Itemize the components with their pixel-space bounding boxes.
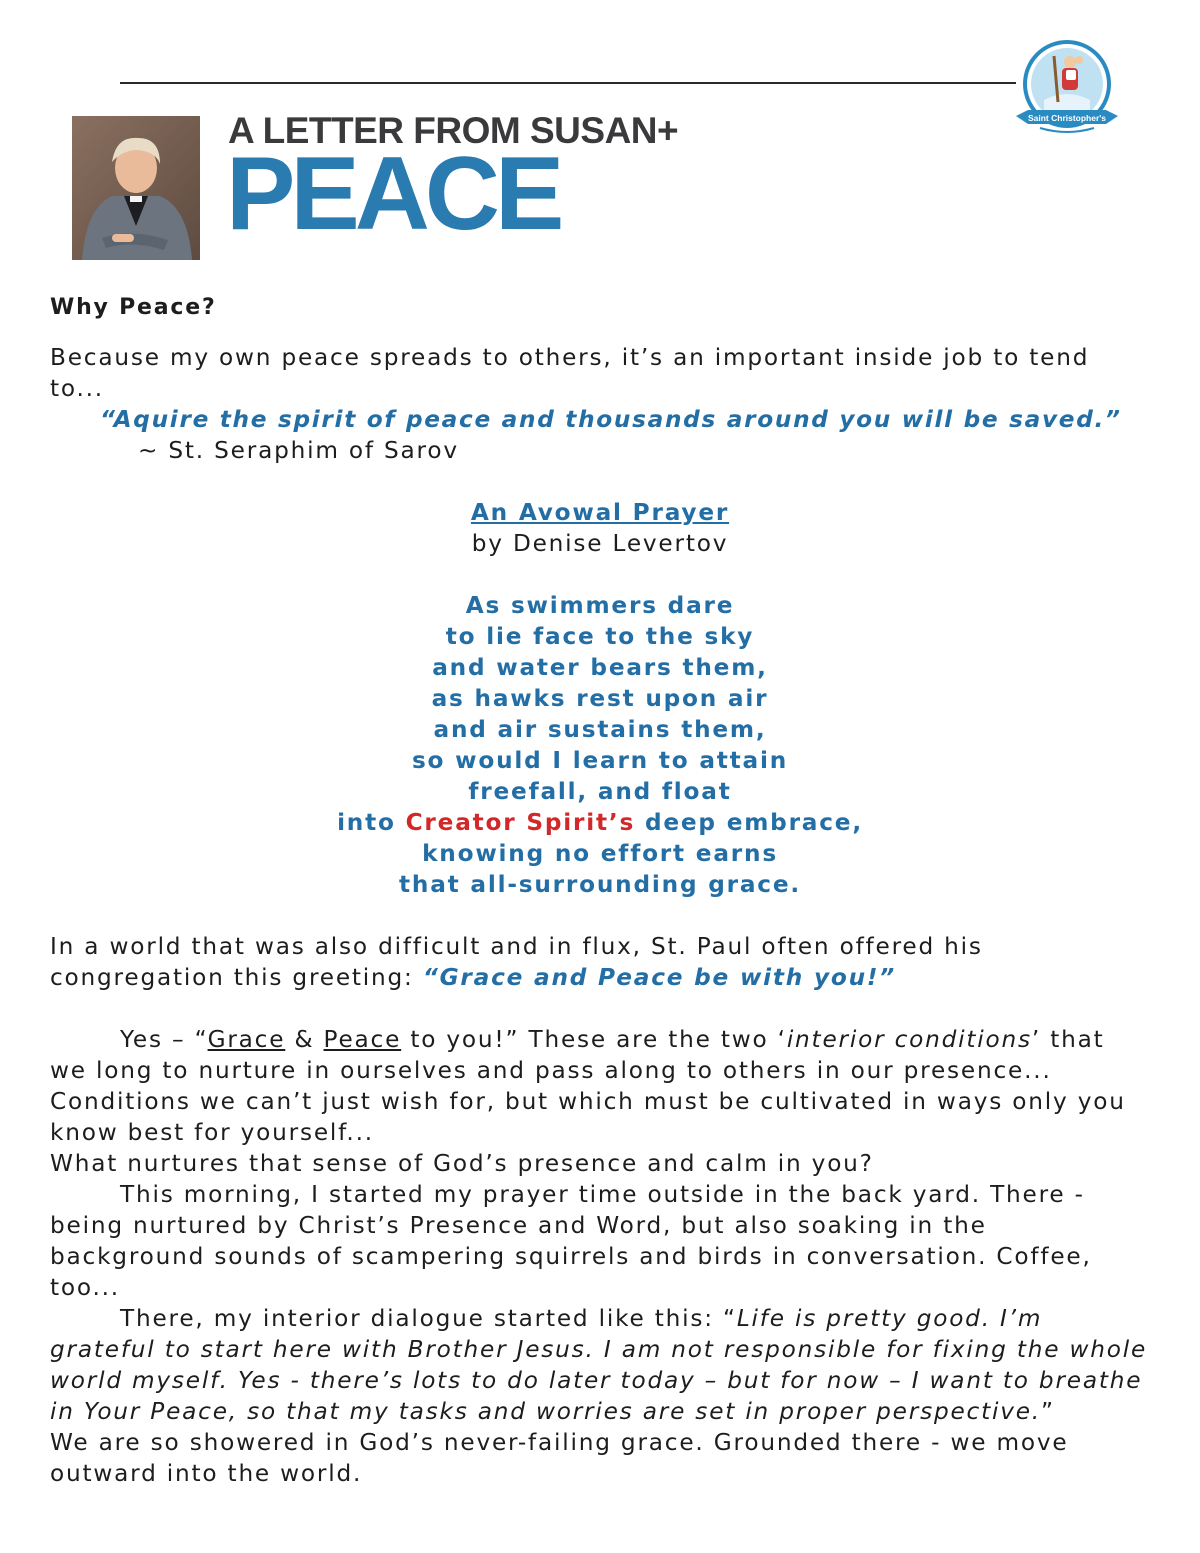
letter-title: A LETTER FROM SUSAN+	[228, 110, 679, 151]
creator-spirit-highlight: Creator Spirit’s	[405, 809, 636, 836]
poem-title-text: An Avowal Prayer	[470, 499, 730, 526]
poem-line: to lie face to the sky	[445, 623, 755, 650]
section-heading: Why Peace?	[50, 295, 217, 320]
author-photo	[72, 116, 200, 260]
peace-headline: PEACE	[226, 136, 560, 252]
poem-line: as hawks rest upon air	[431, 685, 769, 712]
letter-content	[50, 292, 1150, 1489]
peace-underlined: Peace	[323, 1026, 402, 1053]
poem-body	[50, 590, 1150, 900]
grace-peace-paragraph: Yes – “Grace & Peace to you!” These are the two ‘interior conditions’ that we long to nurture in ourselves and pass along to others in our presence... Conditions we can’t just wish for, but which must be cultivated in ways only you know best for yourself...	[50, 1026, 1126, 1146]
poem-line: and water bears them,	[432, 654, 768, 681]
poem-line: knowing no effort earns	[422, 840, 778, 867]
seraphim-quote: “Aquire the spirit of peace and thousands around you will be saved.”	[100, 406, 1122, 433]
poem-line: As swimmers dare	[465, 592, 735, 619]
interior-dialogue: Life is pretty good. I’m grateful to start here with Brother Jesus. I am not responsible for fixing the whole world myself. Yes - there’s lots to do later today – but for now – I want to breathe in Your Peace, so that my tasks and worries are set in proper perspective.	[50, 1305, 1148, 1425]
poem-line-creator-spirit: into Creator Spirit’s deep embrace,	[337, 809, 863, 836]
logo-text: Saint Christopher's	[1027, 113, 1107, 123]
closing-paragraph: We are so showered in God’s never-failing grace. Grounded there - we move outward into the world.	[50, 1429, 1069, 1487]
morning-paragraph: This morning, I started my prayer time outside in the back yard. There - being nurtured by Christ’s Presence and Word, but also soaking in the background sounds of scampering squirrels and birds in conversation. Coffee, too...	[50, 1181, 1092, 1301]
grace-peace-quote: “Grace and Peace be with you!”	[422, 964, 897, 991]
dialogue-paragraph: There, my interior dialogue started like this: “Life is pretty good. I’m grateful to start here with Brother Jesus. I am not responsible for fixing the whole world myself. Yes - there’s lots to do later today – but for now – I want to breathe in Your Peace, so that my tasks and worries are set in proper perspective.”	[50, 1305, 1148, 1425]
quote-attribution: ~ St. Seraphim of Sarov	[138, 437, 459, 464]
header-rule	[120, 82, 1016, 84]
poem-line: that all-surrounding grace.	[399, 871, 801, 898]
poem-line: freefall, and float	[468, 778, 732, 805]
poem-line: so would I learn to attain	[411, 747, 789, 774]
poem-line: and air sustains them,	[433, 716, 767, 743]
grace-underlined: Grace	[207, 1026, 286, 1053]
poem-byline: by Denise Levertov	[471, 530, 729, 557]
question-paragraph: What nurtures that sense of God’s presence and calm in you?	[50, 1150, 874, 1177]
st-paul-paragraph: In a world that was also difficult and in flux, St. Paul often offered his congregation this greeting: “Grace and Peace be with you!”	[50, 933, 983, 991]
poem-title	[50, 497, 1150, 528]
intro-paragraph: Because my own peace spreads to others, it’s an important inside job to tend to...	[50, 344, 1090, 402]
interior-conditions: interior conditions	[786, 1026, 1032, 1053]
saint-christophers-logo	[1014, 40, 1120, 134]
